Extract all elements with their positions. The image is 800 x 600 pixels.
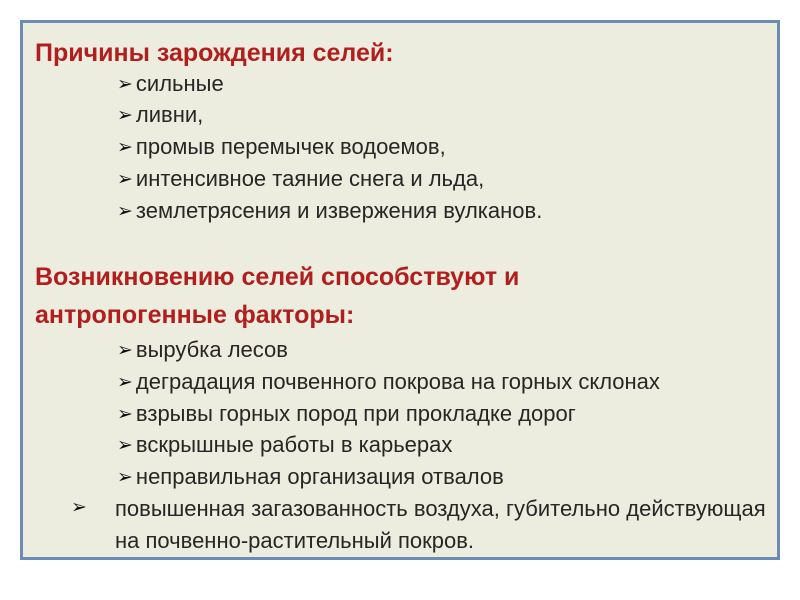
list-item-text: вскрышные работы в карьерах — [135, 432, 453, 457]
list-item-text: вырубка лесов — [135, 337, 288, 362]
arrow-bullet-icon: ➢ — [117, 372, 133, 393]
arrow-bullet-icon: ➢ — [117, 137, 133, 158]
slide-panel — [20, 20, 780, 560]
arrow-bullet-icon: ➢ — [117, 74, 133, 95]
list-item — [117, 132, 446, 163]
list-item-text: сильные — [135, 71, 224, 96]
list-item — [117, 335, 288, 366]
arrow-bullet-icon: ➢ — [117, 435, 133, 456]
arrow-bullet-icon: ➢ — [117, 169, 133, 190]
list-item — [117, 367, 660, 398]
list-item — [117, 430, 452, 461]
list-item — [117, 196, 542, 227]
arrow-bullet-icon: ➢ — [117, 404, 133, 425]
list-item-text: взрывы горных пород при прокладке дорог — [135, 401, 576, 426]
arrow-bullet-icon: ➢ — [117, 340, 133, 361]
causes-heading: Причины зарождения селей: — [35, 39, 394, 67]
arrow-bullet-icon: ➢ — [117, 467, 133, 488]
list-item — [117, 164, 484, 195]
list-item-text: деградация почвенного покрова на горных склонах — [135, 369, 660, 394]
arrow-bullet-icon: ➢ — [71, 497, 87, 518]
list-item — [117, 69, 224, 100]
list-item-text: ливни, — [135, 102, 204, 127]
factors-heading-line1: Возникновению селей способствуют и — [35, 263, 520, 291]
list-item — [117, 399, 576, 430]
list-item-text: землетрясения и извержения вулканов. — [135, 198, 543, 223]
factors-heading-line2: антропогенные факторы: — [35, 301, 355, 329]
list-item-text: интенсивное таяние снега и льда, — [135, 166, 485, 191]
arrow-bullet-icon: ➢ — [117, 105, 133, 126]
list-item — [117, 462, 504, 493]
arrow-bullet-icon: ➢ — [117, 201, 133, 222]
list-item-text: повышенная загазованность воздуха, губительно действующая на почвенно-растительный покров. — [115, 496, 766, 553]
list-item-text: неправильная организация отвалов — [135, 464, 504, 489]
list-item-text: промыв перемычек водоемов, — [135, 134, 446, 159]
list-item — [117, 100, 203, 131]
